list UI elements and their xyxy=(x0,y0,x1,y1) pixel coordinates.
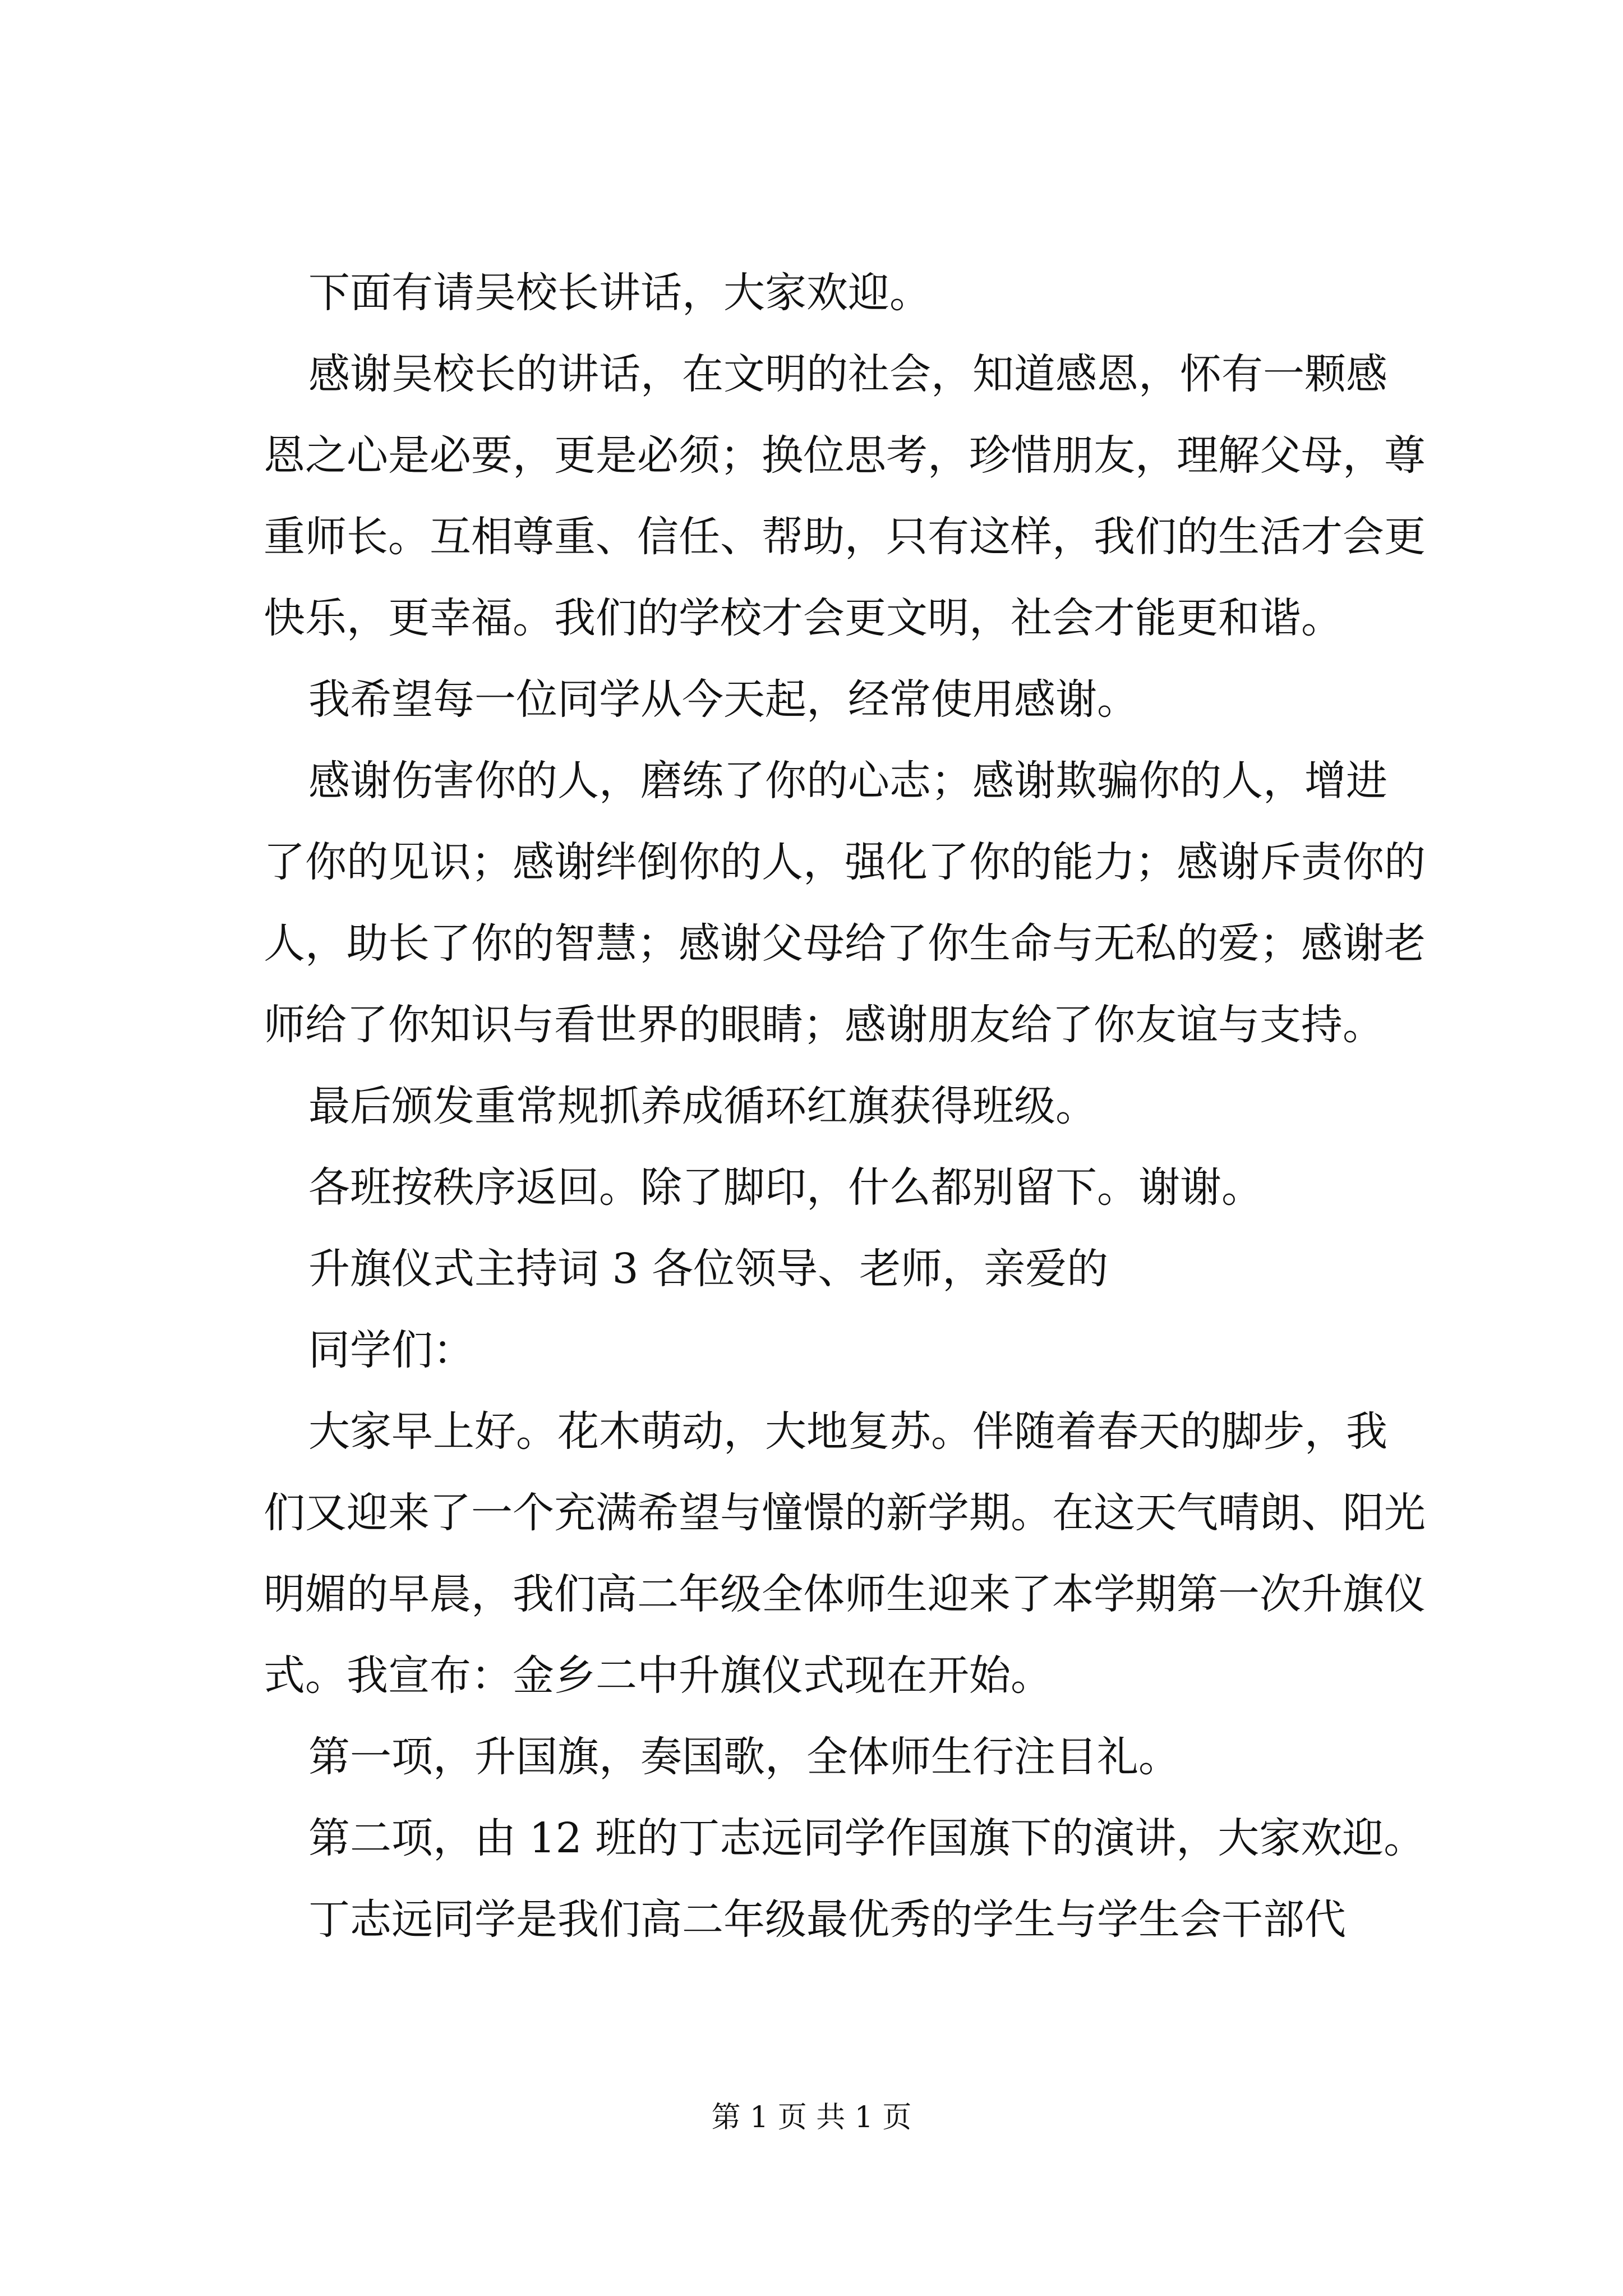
text-line-9: 人，助长了你的智慧；感谢父母给了你生命与无私的爱；感谢老 xyxy=(264,919,1426,968)
text-line-4: 重师长。互相尊重、信任、帮助，只有这样，我们的生活才会更 xyxy=(264,513,1426,561)
page-number-footer: 第 1 页 共 1 页 xyxy=(711,2101,912,2134)
text-line-17: 明媚的早晨，我们高二年级全体师生迎来了本学期第一次升旗仪 xyxy=(264,1570,1426,1618)
text-line-3: 恩之心是必要，更是必须；换位思考，珍惜朋友，理解父母，尊 xyxy=(264,431,1426,480)
document-body xyxy=(264,252,1430,1961)
text-line-8: 了你的见识；感谢绊倒你的人，强化了你的能力；感谢斥责你的 xyxy=(264,838,1426,886)
text-line-13: 升旗仪式主持词 3 各位领导、老师，亲爱的 xyxy=(308,1245,1109,1293)
text-line-12: 各班按秩序返回。除了脚印，什么都别留下。谢谢。 xyxy=(308,1163,1263,1212)
text-line-15: 大家早上好。花木萌动，大地复苏。伴随着春天的脚步，我 xyxy=(308,1407,1387,1456)
text-line-2: 感谢吴校长的讲话，在文明的社会，知道感恩，怀有一颗感 xyxy=(308,350,1387,398)
text-line-16: 们又迎来了一个充满希望与憧憬的新学期。在这天气晴朗、阳光 xyxy=(264,1489,1426,1537)
text-line-6: 我希望每一位同学从今天起，经常使用感谢。 xyxy=(308,675,1138,724)
text-line-18: 式。我宣布：金乡二中升旗仪式现在开始。 xyxy=(264,1651,1052,1700)
text-line-1: 下面有请吴校长讲话，大家欢迎。 xyxy=(308,269,931,317)
text-line-7: 感谢伤害你的人，磨练了你的心志；感谢欺骗你的人，增进 xyxy=(308,757,1387,805)
text-line-10: 师给了你知识与看世界的眼睛；感谢朋友给了你友谊与支持。 xyxy=(264,1001,1384,1049)
text-line-11: 最后颁发重常规抓养成循环红旗获得班级。 xyxy=(308,1082,1097,1130)
text-line-14: 同学们： xyxy=(308,1326,474,1374)
text-line-21: 丁志远同学是我们高二年级最优秀的学生与学生会干部代 xyxy=(308,1895,1346,1944)
text-line-20: 第二项，由 12 班的丁志远同学作国旗下的演讲，大家欢迎。 xyxy=(308,1814,1426,1862)
text-line-5: 快乐，更幸福。我们的学校才会更文明，社会才能更和谐。 xyxy=(264,594,1343,642)
text-line-19: 第一项，升国旗，奏国歌，全体师生行注目礼。 xyxy=(308,1733,1180,1781)
